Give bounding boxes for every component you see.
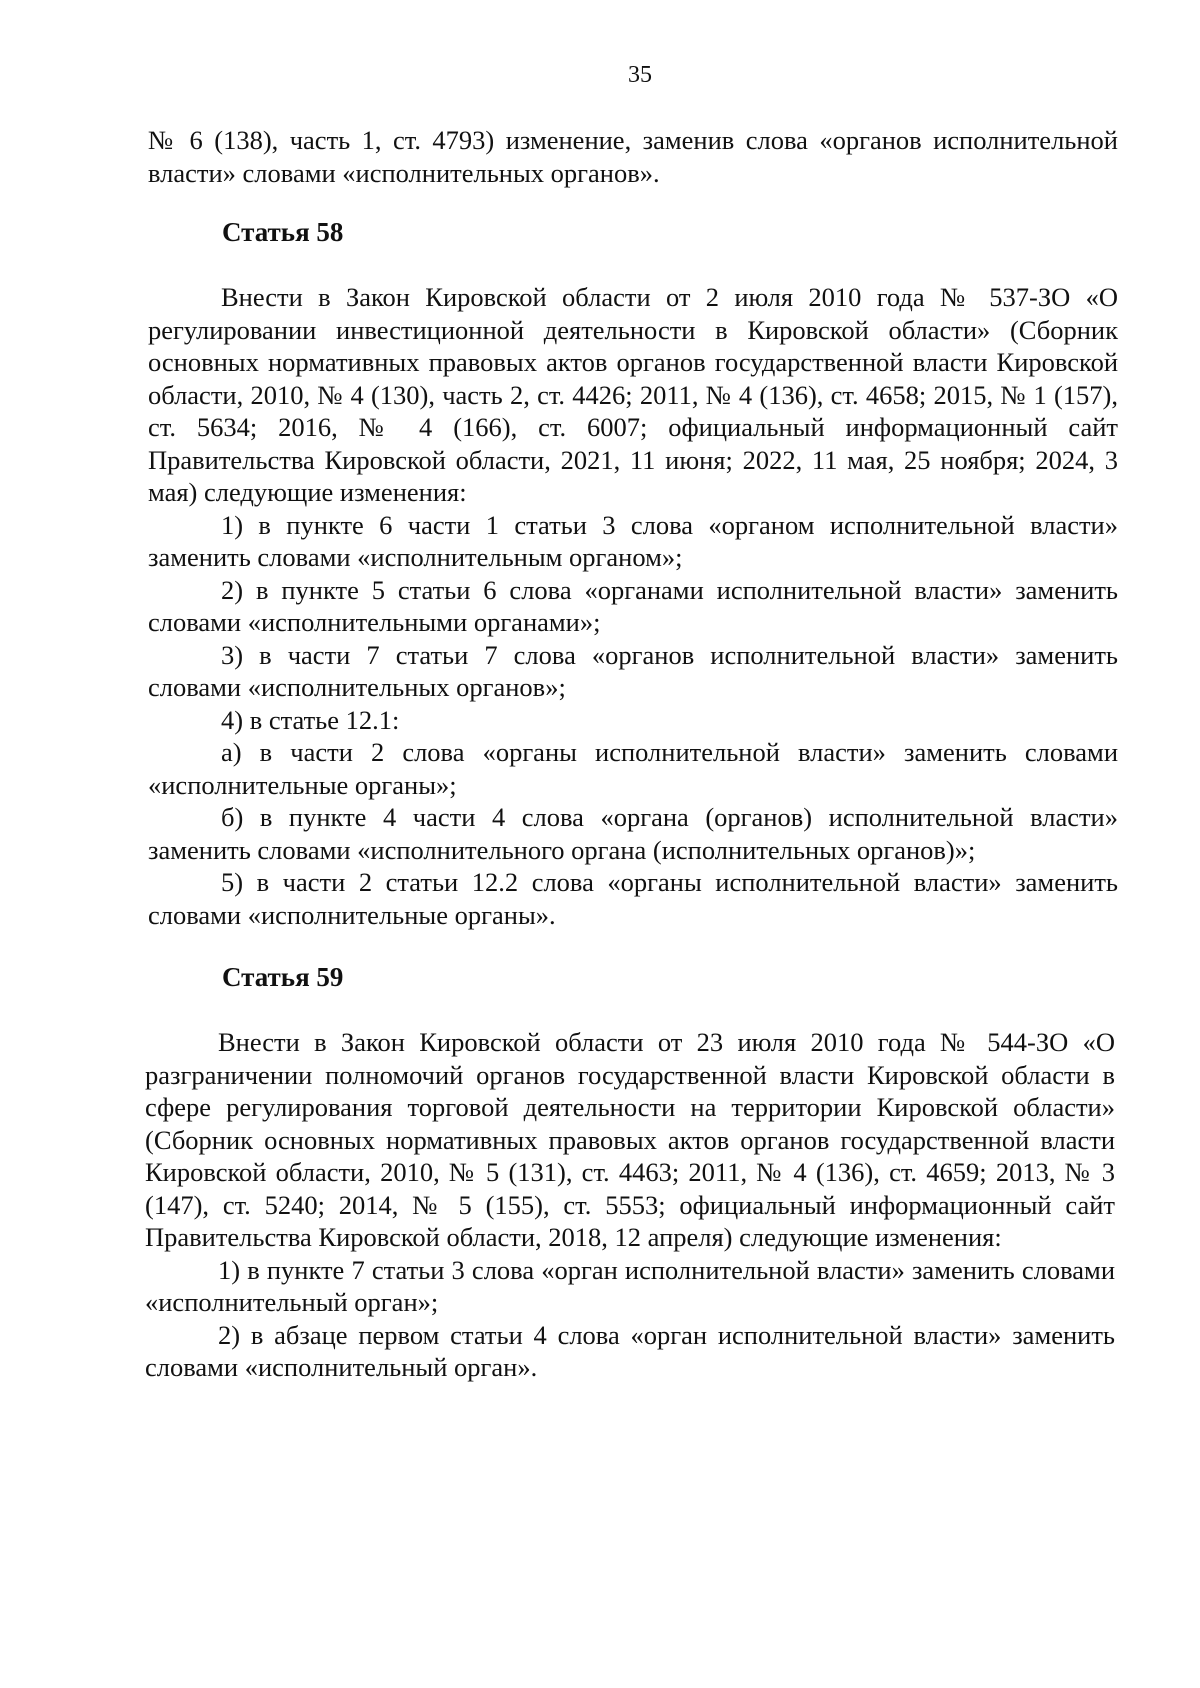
article-58-paragraph: 5) в части 2 статьи 12.2 слова «органы исполнительной власти» заменить словами «исполнительные органы». [148, 867, 1118, 930]
article-59-paragraph: 2) в абзаце первом статьи 4 слова «орган исполнительной власти» заменить словами «исполнительный орган». [145, 1319, 1115, 1382]
article-58-paragraph: б) в пункте 4 части 4 слова «органа (органов) исполнительной власти» заменить словами «исполнительного органа (исполнительных органов)»; [148, 802, 1118, 865]
article-58-paragraph: а) в части 2 слова «органы исполнительной власти» заменить словами «исполнительные органы»; [148, 737, 1118, 800]
article-59-body [145, 1026, 1115, 1384]
intro-paragraph: № 6 (138), часть 1, ст. 4793) изменение, заменив слова «органов исполнительной власти» словами «исполнительных органов». [148, 125, 1118, 188]
article-58-body [148, 281, 1118, 931]
page-number: 35 [628, 62, 652, 88]
article-58-paragraph: 4) в статье 12.1: [221, 704, 400, 735]
article-58-heading: Статья 58 [222, 217, 344, 247]
article-58-paragraph: Внести в Закон Кировской области от 2 июля 2010 года № 537-ЗО «О регулировании инвестиционной деятельности в Кировской области» (Сборник основных нормативных правовых актов органов государственной власти Кировской области, 2010, № 4 (130), часть 2, ст. 4426; 2011, № 4 (136), ст. 4658; 2015, № 1 (157), ст. 5634; 2016, № 4 (166), ст. 6007; официальный информационный сайт Правительства Кировской области, 2021, 11 июня; 2022, 11 мая, 25 ноября; 2024, 3 мая) следующие изменения: [148, 282, 1118, 507]
article-58-paragraph: 3) в части 7 статьи 7 слова «органов исполнительной власти» заменить словами «исполнительных органов»; [148, 639, 1118, 702]
article-59-paragraph: 1) в пункте 7 статьи 3 слова «орган исполнительной власти» заменить словами «исполнительный орган»; [145, 1254, 1115, 1317]
intro-paragraph-block [148, 124, 1118, 189]
article-59-paragraph: Внести в Закон Кировской области от 23 июля 2010 года № 544-ЗО «О разграничении полномочий органов государственной власти Кировской области в сфере регулирования торговой деятельности на территории Кировской области» (Сборник основных нормативных правовых актов органов государственной власти Кировской области, 2010, № 5 (131), ст. 4463; 2011, № 4 (136), ст. 4659; 2013, № 3 (147), ст. 5240; 2014, № 5 (155), ст. 5553; официальный информационный сайт Правительства Кировской области, 2018, 12 апреля) следующие изменения: [145, 1027, 1115, 1252]
article-59-heading: Статья 59 [222, 962, 344, 992]
article-58-paragraph: 2) в пункте 5 статьи 6 слова «органами исполнительной власти» заменить словами «исполнительными органами»; [148, 574, 1118, 637]
article-58-paragraph: 1) в пункте 6 части 1 статьи 3 слова «органом исполнительной власти» заменить словами «исполнительным органом»; [148, 509, 1118, 572]
